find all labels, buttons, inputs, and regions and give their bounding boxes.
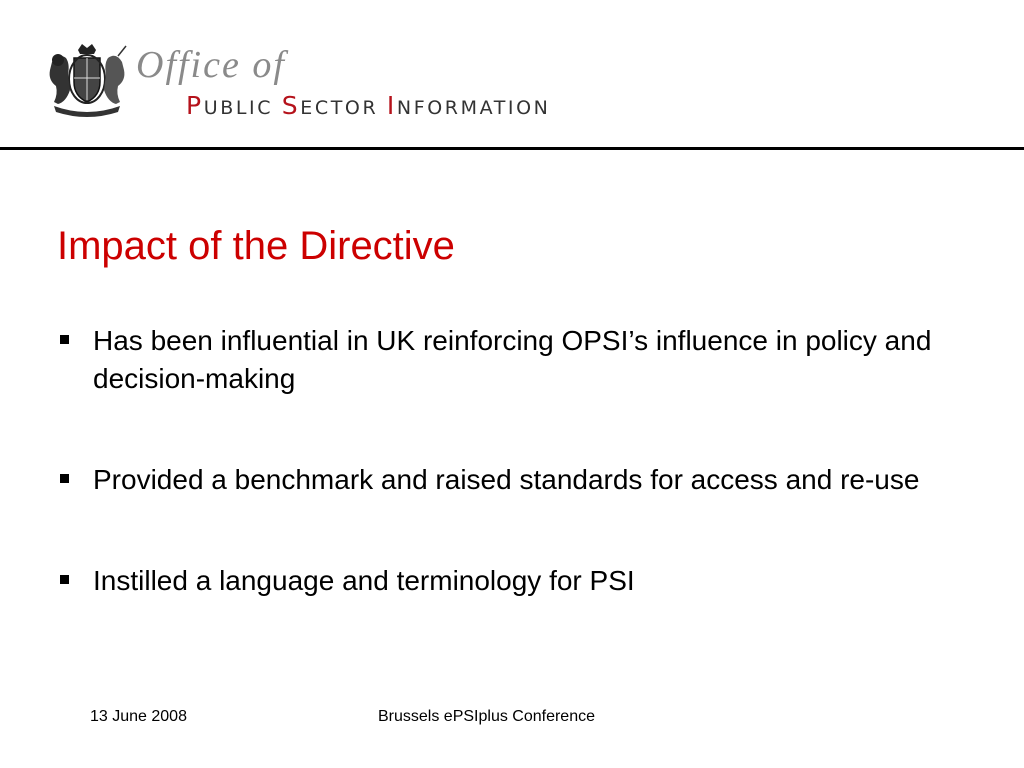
bullet-list (57, 322, 957, 663)
logo-wordmark-bottom: PUBLIC SECTOR INFORMATION (186, 91, 551, 120)
bullet-text: Instilled a language and terminology for PSI (93, 565, 635, 596)
logo-wordmark-top: Office of (136, 44, 286, 86)
footer-conference: Brussels ePSIplus Conference (378, 708, 595, 725)
square-bullet-icon (60, 474, 69, 483)
bullet-item (57, 461, 957, 499)
royal-coat-of-arms-icon (44, 42, 130, 118)
square-bullet-icon (60, 335, 69, 344)
bullet-item (57, 562, 957, 600)
slide-title: Impact of the Directive (57, 224, 455, 268)
bullet-text: Has been influential in UK reinforcing OPSI’s influence in policy and decision-making (93, 325, 932, 394)
slide-header (0, 0, 1024, 150)
header-divider (0, 147, 1024, 150)
square-bullet-icon (60, 575, 69, 584)
bullet-text: Provided a benchmark and raised standards for access and re-use (93, 464, 920, 495)
footer-date: 13 June 2008 (90, 708, 187, 725)
bullet-item (57, 322, 957, 398)
